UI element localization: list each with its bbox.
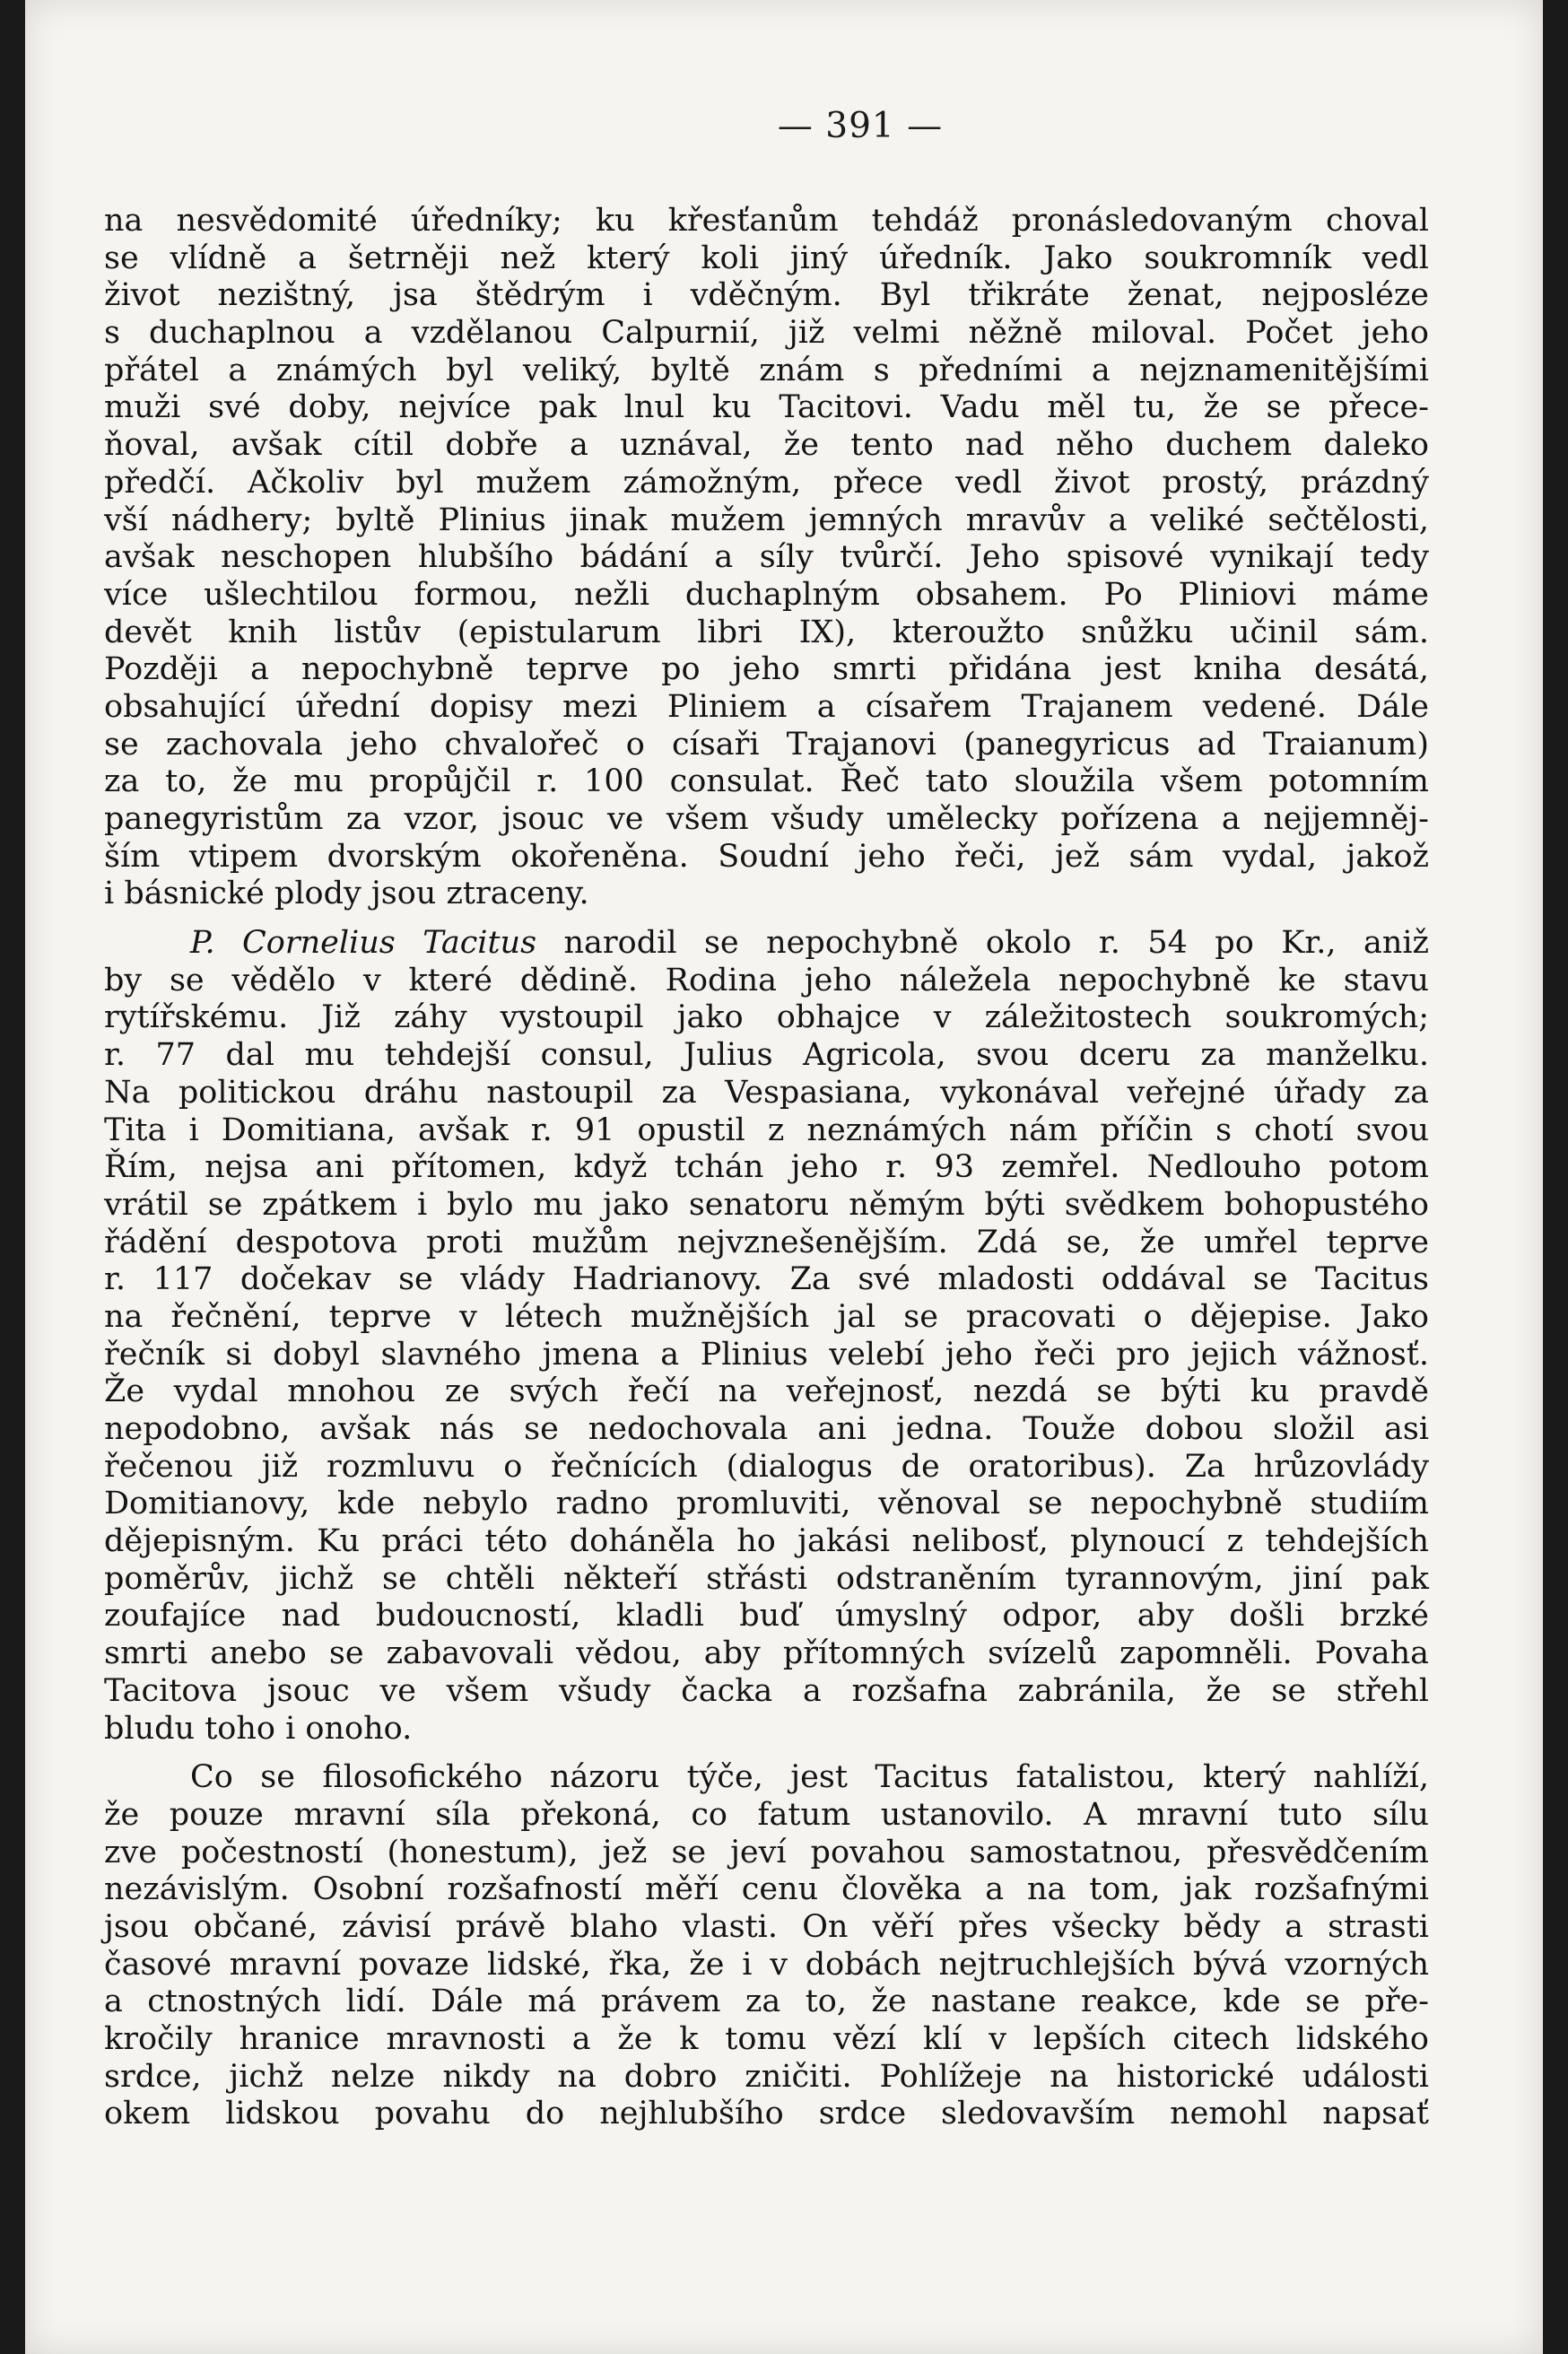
text-line: řečenou již rozmluvu o řečnících (dialogus de oratoribus). Za hrůzovlády <box>104 1448 1429 1485</box>
page-number: — 391 — <box>777 106 944 146</box>
text-line: nezávislým. Osobní rozšafností měří cenu člověka a na tom, jak rozšafnými <box>104 1871 1429 1908</box>
text-line: ším vtipem dvorským okořeněna. Soudní jeho řeči, jež sám vydal, jakož <box>104 838 1429 875</box>
book-page <box>25 0 1543 2354</box>
text-line: více ušlechtilou formou, nežli duchaplným obsahem. Po Pliniovi máme <box>104 576 1429 613</box>
text-line: se zachovala jeho chvalořeč o císaři Trajanovi (panegyricus ad Traianum) <box>104 726 1429 763</box>
text-line <box>104 925 1429 963</box>
text-line: časové mravní povaze lidské, řka, že i v dobách nejtruchlejších bývá vzorných <box>104 1946 1429 1983</box>
text-line: Domitianovy, kde nebylo radno promluviti, věnoval se nepochybně studiím <box>104 1486 1429 1522</box>
paragraph-tacitus-philosophy <box>104 1759 1429 2133</box>
first-line-rest: narodil se nepochybně okolo r. 54 po Kr., aniž <box>536 925 1429 962</box>
text-line: jsou občané, závisí právě blaho vlasti. On věří přes všecky bědy a strasti <box>104 1908 1429 1945</box>
text-line: Co se filosofického názoru týče, jest Tacitus fatalistou, který nahlíží, <box>190 1759 1429 1796</box>
text-line: r. 77 dal mu tehdejší consul, Julius Agricola, svou dceru za manželku. <box>104 1037 1429 1074</box>
text-line: poměrův, jichž se chtěli někteří střásti odstraněním tyrannovým, jiní pak <box>104 1560 1429 1597</box>
text-line: vší nádhery; byltě Plinius jinak mužem jemných mravův a veliké sečtělosti, <box>104 501 1429 538</box>
text-line: život nezištný, jsa štědrým i vděčným. Byl třikráte ženat, nejposléze <box>104 277 1429 314</box>
text-line: Na politickou dráhu nastoupil za Vespasiana, vykonával veřejné úřady za <box>104 1074 1429 1111</box>
text-line: přátel a známých byl veliký, byltě znám s předními a nejznamenitějšími <box>104 352 1429 388</box>
tacitus-name: P. Cornelius Tacitus <box>190 925 537 962</box>
text-line: vrátil se zpátkem i bylo mu jako senatoru němým býti svědkem bohopustého <box>104 1186 1429 1223</box>
text-line: a ctnostných lidí. Dále má právem za to, že nastane reakce, kde se pře- <box>104 1983 1429 2020</box>
text-line: bludu toho i onoho. <box>104 1710 413 1747</box>
text-line: Že vydal mnohou ze svých řečí na veřejnosť, nezdá se býti ku pravdě <box>104 1373 1429 1410</box>
text-line: se vlídně a šetrněji než který koli jiný úředník. Jako soukromník vedl <box>104 240 1429 276</box>
text-line: obsahující úřední dopisy mezi Pliniem a císařem Trajanem vedené. Dále <box>104 688 1429 725</box>
text-line: zve počestností (honestum), jež se jeví povahou samostatnou, přesvědčením <box>104 1834 1429 1870</box>
text-line: nepodobno, avšak nás se nedochovala ani jedna. Touže dobou složil asi <box>104 1411 1429 1447</box>
text-line: Tita i Domitiana, avšak r. 91 opustil z neznámých nám příčin s chotí svou <box>104 1112 1429 1148</box>
body-text <box>104 203 1429 2133</box>
text-line: na nesvědomité úředníky; ku křesťanům tehdáž pronásledovaným choval <box>104 203 1429 239</box>
text-line: avšak neschopen hlubšího bádání a síly tvůrčí. Jeho spisové vynikají tedy <box>104 539 1429 576</box>
text-line: za to, že mu propůjčil r. 100 consulat. Řeč tato sloužila všem potomním <box>104 763 1429 800</box>
text-line: Tacitova jsouc ve všem všudy čacka a rozšafna zabránila, že se střehl <box>104 1672 1429 1709</box>
text-line: okem lidskou povahu do nejhlubšího srdce sledovavším nemohl napsať <box>104 2096 1429 2132</box>
text-line: by se vědělo v které dědině. Rodina jeho náležela nepochybně ke stavu <box>104 962 1429 998</box>
text-line: muži své doby, nejvíce pak lnul ku Tacitovi. Vadu měl tu, že se přece- <box>104 389 1429 426</box>
text-line: řečník si dobyl slavného jmena a Plinius velebí jeho řeči pro jejich vážnosť. <box>104 1336 1429 1373</box>
text-line: na řečnění, teprve v létech mužnějších jal se pracovati o dějepise. Jako <box>104 1298 1429 1335</box>
text-line: Později a nepochybně teprve po jeho smrti přidána jest kniha desátá, <box>104 651 1429 688</box>
text-line: že pouze mravní síla překoná, co fatum ustanovilo. A mravní tuto sílu <box>104 1796 1429 1833</box>
text-line: Řím, nejsa ani přítomen, když tchán jeho r. 93 zemřel. Nedlouho potom <box>104 1149 1429 1186</box>
text-line: r. 117 dočekav se vlády Hadrianovy. Za své mladosti oddával se Tacitus <box>104 1261 1429 1298</box>
text-line: ňoval, avšak cítil dobře a uznával, že tento nad něho duchem daleko <box>104 427 1429 464</box>
text-line: zoufajíce nad budoucností, kladli buď úmyslný odpor, aby došli brzké <box>104 1598 1429 1635</box>
text-line: i básnické plody jsou ztraceny. <box>104 876 589 912</box>
text-line: srdce, jichž nelze nikdy na dobro zničiti. Pohlížeje na historické události <box>104 2058 1429 2095</box>
text-line: řádění despotova proti mužům nejvznešenějším. Zdá se, že umřel teprve <box>104 1224 1429 1260</box>
text-line: smrti anebo se zabavovali vědou, aby přítomných svízelů zapomněli. Povaha <box>104 1635 1429 1672</box>
text-line: devět knih listův (epistularum libri IX), kteroužto snůžku učinil sám. <box>104 614 1429 650</box>
text-line: dějepisným. Ku práci této doháněla ho jakási nelibosť, plynoucí z tehdejších <box>104 1523 1429 1560</box>
paragraph-pliny <box>104 203 1429 913</box>
text-line: rytířskému. Již záhy vystoupil jako obhajce v záležitostech soukromých; <box>104 999 1429 1036</box>
paragraph-tacitus-biography <box>104 925 1429 1748</box>
text-line: panegyristům za vzor, jsouc ve všem všudy umělecky pořízena a nejjemněj- <box>104 801 1429 837</box>
text-line: předčí. Ačkoliv byl mužem zámožným, přece vedl život prostý, prázdný <box>104 464 1429 501</box>
text-line: s duchaplnou a vzdělanou Calpurnií, již velmi něžně miloval. Počet jeho <box>104 315 1429 352</box>
text-line: kročily hranice mravnosti a že k tomu vězí klí v lepších citech lidského <box>104 2021 1429 2057</box>
